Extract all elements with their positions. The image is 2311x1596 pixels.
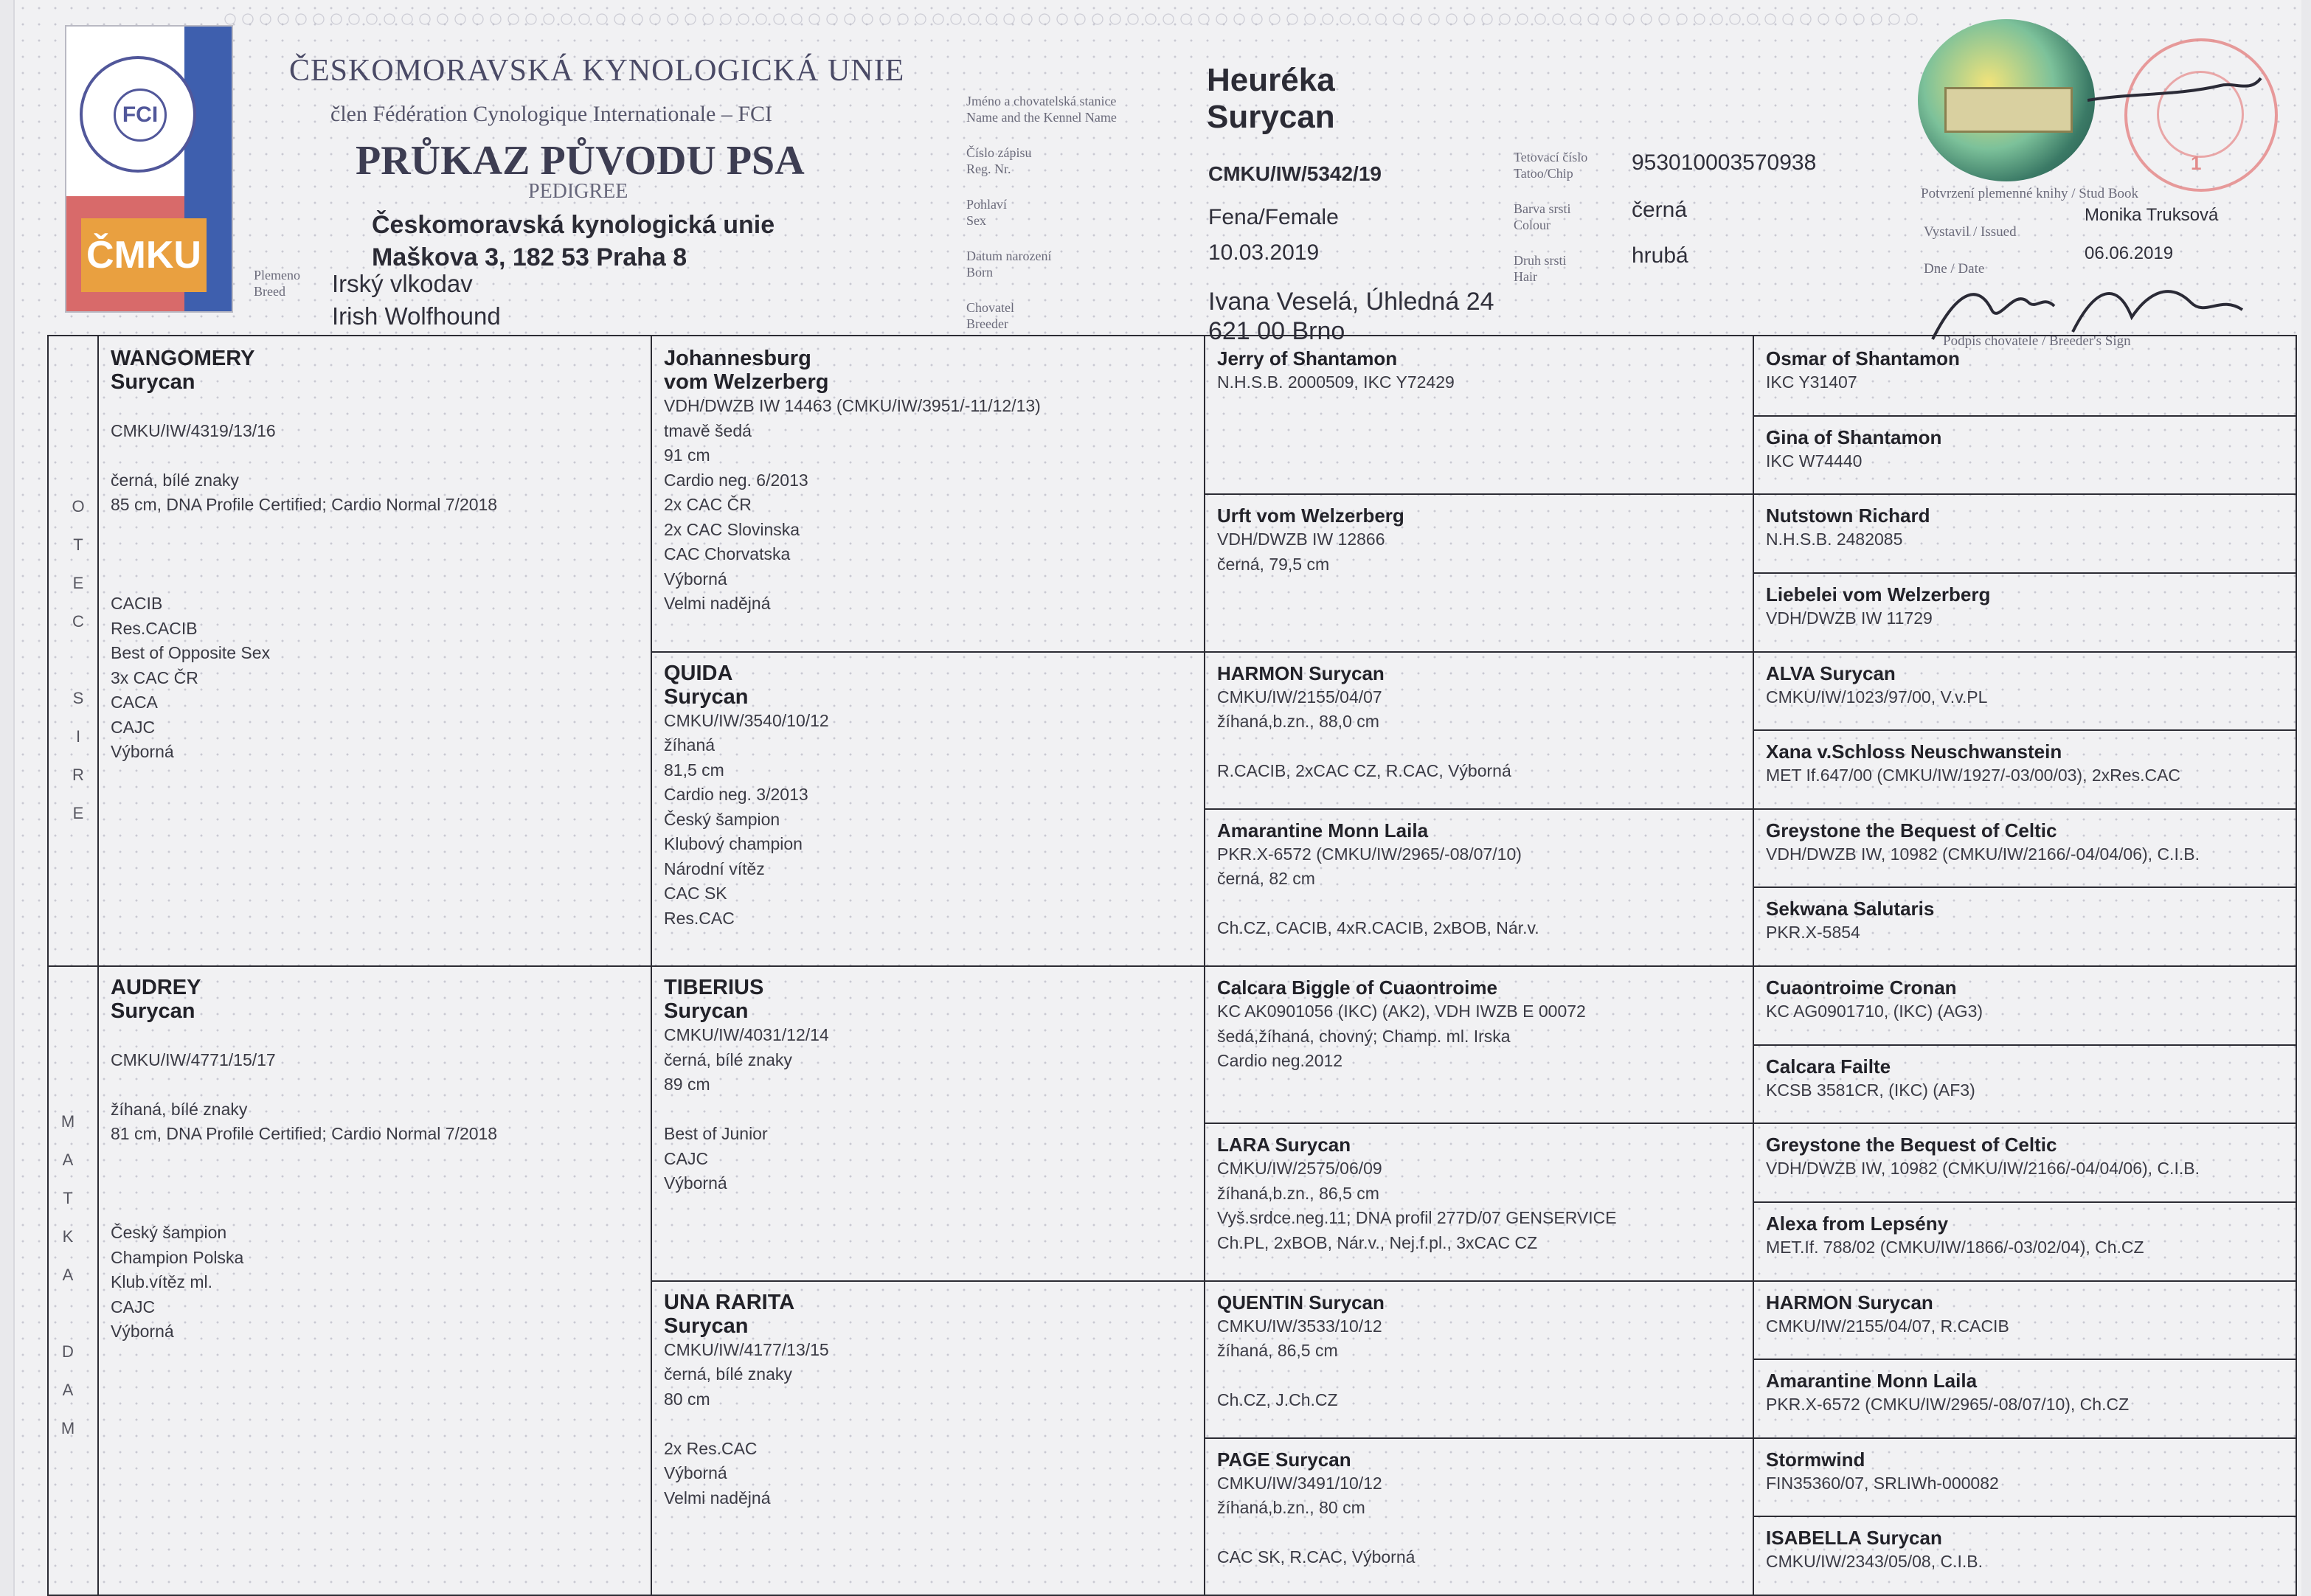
ancestor-detail — [111, 1072, 637, 1097]
ancestor-cell-g4-11 — [1759, 1207, 2290, 1277]
ancestor-detail: 2x Res.CAC — [664, 1438, 758, 1458]
side-letter: I — [75, 727, 81, 746]
stamp-number: 1 — [2191, 152, 2202, 174]
grid-line — [1753, 572, 2296, 574]
pedigree-table — [47, 335, 2297, 1596]
ancestor-detail: CACA — [111, 693, 158, 712]
ancestor-detail: PKR.X-6572 (CMKU/IW/2965/-08/07/10) — [1217, 844, 1522, 864]
ancestor-detail: žíhaná — [664, 735, 716, 754]
ancestor-name: PAGE Surycan — [1217, 1448, 1351, 1471]
ancestor-name: TIBERIUS Surycan — [664, 976, 764, 1023]
ancestor-detail: CAJC — [111, 717, 156, 737]
ancestor-name: Osmar of Shantamon — [1766, 347, 1960, 369]
ancestor-detail: Res.CAC — [664, 908, 735, 928]
grid-line — [651, 965, 2296, 967]
ancestor-detail: CMKU/IW/3540/10/12 — [664, 710, 829, 730]
side-letter: A — [62, 1151, 74, 1169]
reg-number: CMKU/IW/5342/19 — [1208, 162, 1382, 185]
ancestor-detail: IKC W74440 — [1766, 451, 1863, 471]
ancestor-detail: N.H.S.B. 2482085 — [1766, 530, 1903, 549]
ancestor-cell-g3-1 — [1210, 499, 1747, 648]
ancestor-detail — [111, 567, 637, 592]
ancestor-detail: žíhaná, bílé znaky — [111, 1099, 248, 1119]
ancestor-detail: CMKU/IW/2343/05/08, C.I.B. — [1766, 1552, 1983, 1572]
grid-line — [651, 1280, 2296, 1282]
ancestor-detail — [664, 1412, 1191, 1437]
breeder-name: Ivana Veselá, Úhledná 24 — [1208, 288, 1494, 316]
side-letter: R — [72, 766, 84, 784]
ancestor-detail — [111, 1147, 637, 1172]
grid-line — [1753, 1201, 2296, 1203]
breed-label: Plemeno Breed — [254, 268, 300, 299]
ancestor-detail: žíhaná,b.zn., 80 cm — [1217, 1498, 1365, 1518]
ancestor-detail: černá, bílé znaky — [111, 470, 239, 490]
date-label: Dne / Date — [1924, 261, 1985, 277]
ancestor-name: Sekwana Salutaris — [1766, 898, 1935, 920]
ancestor-detail: VDH/DWZB IW 11729 — [1766, 608, 1933, 628]
ancestor-detail: Velmi nadějná — [664, 1488, 771, 1507]
side-letter: K — [62, 1227, 74, 1246]
ancestor-cell-g1-0 — [103, 342, 645, 962]
ancestor-detail — [1217, 735, 1739, 760]
ancestor-name: ALVA Surycan — [1766, 662, 1896, 684]
ancestor-cell-g4-0 — [1759, 342, 2290, 412]
ancestor-detail: 91 cm — [664, 445, 710, 465]
ancestor-cell-g4-10 — [1759, 1128, 2290, 1198]
ancestor-cell-g3-5 — [1210, 1128, 1747, 1277]
ancestor-detail: žíhaná,b.zn., 88,0 cm — [1217, 712, 1379, 731]
colour-label: Barva srsti Colour — [1514, 201, 1571, 232]
issue-date: 06.06.2019 — [2085, 243, 2174, 263]
ancestor-name: ISABELLA Surycan — [1766, 1527, 1942, 1550]
ancestor-detail: Cardio neg. 6/2013 — [664, 470, 808, 490]
ancestor-detail: Výborná — [664, 1173, 727, 1193]
ancestor-name: Liebelei vom Welzerberg — [1766, 583, 1991, 606]
grid-line — [1753, 729, 2296, 731]
tattoo-label: Tetovací číslo Tatoo/Chip — [1514, 150, 1588, 181]
document-subtitle: PEDIGREE — [528, 180, 628, 203]
document-title: PRŮKAZ PŮVODU PSA — [356, 138, 805, 184]
ancestor-detail — [111, 542, 637, 567]
ancestor-cell-g3-6 — [1210, 1286, 1747, 1434]
ancestor-detail: 81 cm, DNA Profile Certified; Cardio Normal 7/2018 — [111, 1124, 498, 1143]
ancestor-detail: 2x CAC Slovinska — [664, 519, 800, 539]
ancestor-detail: 3x CAC ČR — [111, 667, 198, 687]
ancestor-detail: CMKU/IW/4771/15/17 — [111, 1049, 276, 1069]
ancestor-detail: CMKU/IW/4319/13/16 — [111, 420, 276, 440]
fci-seal-icon — [80, 56, 196, 173]
ancestor-name: Xana v.Schloss Neuschwanstein — [1766, 740, 2062, 763]
born-label: Datum narození Born — [966, 249, 1052, 280]
ancestor-detail: Cardio neg. 3/2013 — [664, 785, 808, 804]
breeder-sign-label: Podpis chovatele / Breeder's Sign — [1943, 333, 2131, 349]
ancestor-name: WANGOMERY Surycan — [111, 347, 255, 394]
org-member-line: člen Fédération Cynologique Internationale – FCI — [330, 102, 773, 126]
ancestor-detail — [111, 1196, 637, 1221]
ancestor-detail: CMKU/IW/2155/04/07 — [1217, 687, 1382, 707]
ancestor-cell-g3-2 — [1210, 657, 1747, 805]
born-value: 10.03.2019 — [1208, 240, 1320, 265]
ancestor-name: Stormwind — [1766, 1448, 1865, 1471]
sex-value: Fena/Female — [1208, 205, 1339, 229]
stamp-signature-icon — [2087, 71, 2265, 130]
breeder-label: Chovatel Breeder — [966, 300, 1014, 331]
ancestor-detail: Český šampion — [664, 809, 780, 829]
ancestor-cell-g4-8 — [1759, 971, 2290, 1041]
ancestor-detail: 2x CAC ČR — [664, 495, 752, 514]
ancestor-detail: tmavě šedá — [664, 420, 752, 440]
ancestor-detail: CMKU/IW/4031/12/14 — [664, 1025, 829, 1044]
ancestor-detail: CMKU/IW/1023/97/00, V.v.PL — [1766, 687, 1988, 707]
ancestor-cell-g4-15 — [1759, 1522, 2290, 1592]
ancestor-detail — [1217, 1364, 1739, 1389]
grid-line — [651, 651, 2296, 653]
side-letter: T — [73, 535, 83, 554]
ancestor-detail: PKR.X-5854 — [1766, 923, 1860, 943]
ancestor-detail: VDH/DWZB IW, 10982 (CMKU/IW/2166/-04/04/06), C.I.B. — [1766, 1159, 2200, 1179]
ancestor-detail: CAJC — [664, 1148, 709, 1168]
ancestor-detail: CAJC — [111, 1297, 156, 1316]
ancestor-detail — [1217, 892, 1739, 917]
ancestor-detail: Český šampion — [111, 1223, 227, 1242]
ancestor-detail: Best of Opposite Sex — [111, 643, 271, 662]
ancestor-cell-g4-3 — [1759, 578, 2290, 648]
ancestor-cell-g1-1 — [103, 971, 645, 1592]
ancestor-detail: CACIB — [111, 594, 163, 613]
dog-name: Heuréka Surycan — [1207, 62, 1335, 135]
dam-side-label — [53, 1112, 83, 1457]
ancestor-cell-g3-4 — [1210, 971, 1747, 1120]
side-letter: A — [62, 1266, 74, 1284]
ancestor-detail: CMKU/IW/3491/10/12 — [1217, 1473, 1382, 1493]
grid-line — [1753, 1359, 2296, 1360]
ancestor-name: Johannesburg vom Welzerberg — [664, 347, 829, 394]
ancestor-detail: Champion Polska — [111, 1247, 244, 1267]
ancestor-cell-g3-0 — [1210, 342, 1747, 490]
ancestor-detail: Výborná — [111, 742, 174, 761]
colour-value: černá — [1632, 198, 1688, 222]
ancestor-cell-g4-14 — [1759, 1443, 2290, 1513]
ancestor-detail: Ch.CZ, CACIB, 4xR.CACIB, 2xBOB, Nár.v. — [1217, 918, 1539, 938]
grid-line — [1204, 493, 2296, 495]
ancestor-cell-g4-7 — [1759, 892, 2290, 962]
issuer-address: Maškova 3, 182 53 Praha 8 — [372, 243, 687, 271]
ancestor-name: Greystone the Bequest of Celtic — [1766, 1134, 2057, 1156]
ancestor-detail: 81,5 cm — [664, 760, 724, 780]
ancestor-name: HARMON Surycan — [1217, 662, 1385, 684]
ancestor-detail: MET If.647/00 (CMKU/IW/1927/-03/00/03), 2xRes.CAC — [1766, 766, 2181, 785]
ancestor-name: Nutstown Richard — [1766, 504, 1930, 527]
ancestor-cell-g4-4 — [1759, 657, 2290, 727]
ancestor-cell-g2-2 — [656, 971, 1198, 1277]
issuer-name: Českomoravská kynologická unie — [372, 211, 775, 239]
ancestor-name: Alexa from Lepsény — [1766, 1212, 1949, 1235]
ancestor-detail: CAC Chorvatska — [664, 544, 791, 563]
ancestor-name: QUIDA Surycan — [664, 661, 749, 709]
ancestor-cell-g4-1 — [1759, 421, 2290, 491]
side-letter: A — [62, 1381, 74, 1399]
ancestor-name: Amarantine Monn Laila — [1217, 819, 1429, 842]
ancestor-detail: CMKU/IW/2575/06/09 — [1217, 1159, 1382, 1179]
ancestor-cell-g4-6 — [1759, 814, 2290, 884]
ancestor-name: Jerry of Shantamon — [1217, 347, 1398, 369]
ancestor-detail: Velmi nadějná — [664, 594, 771, 613]
side-letter: T — [63, 1189, 73, 1207]
ancestor-detail: Cardio neg.2012 — [1217, 1051, 1343, 1070]
ancestor-detail: Výborná — [111, 1322, 174, 1341]
ancestor-name: LARA Surycan — [1217, 1134, 1351, 1156]
ancestor-cell-g2-1 — [656, 657, 1198, 963]
grid-line — [1753, 1516, 2296, 1517]
ancestor-detail: Best of Junior — [664, 1124, 768, 1143]
ancestor-detail — [111, 1023, 637, 1048]
side-letter: E — [72, 804, 84, 822]
breed-value-cz: Irský vlkodav — [332, 270, 473, 297]
grid-line — [1753, 415, 2296, 417]
ancestor-detail: IKC Y31407 — [1766, 372, 1857, 392]
ancestor-name: Amarantine Monn Laila — [1766, 1370, 1978, 1392]
ancestor-detail — [111, 1171, 637, 1196]
ancestor-cell-g2-3 — [656, 1286, 1198, 1592]
ancestor-detail: N.H.S.B. 2000509, IKC Y72429 — [1217, 372, 1455, 392]
ancestor-cell-g4-2 — [1759, 499, 2290, 569]
ancestor-cell-g4-5 — [1759, 735, 2290, 805]
ancestor-detail: černá, bílé znaky — [664, 1364, 792, 1384]
grid-line — [1204, 1437, 2296, 1439]
ancestor-detail: žíhaná,b.zn., 86,5 cm — [1217, 1183, 1379, 1203]
name-label: Jméno a chovatelská stanice Name and the Kennel Name — [966, 94, 1117, 125]
grid-line — [1753, 1044, 2296, 1046]
fci-logo-text: FCI — [114, 89, 167, 142]
ancestor-name: Calcara Failte — [1766, 1055, 1891, 1078]
cmku-logo-icon: ČMKU — [81, 218, 207, 292]
ancestor-name: AUDREY Surycan — [111, 976, 201, 1023]
ancestor-detail: VDH/DWZB IW, 10982 (CMKU/IW/2166/-04/04/06), C.I.B. — [1766, 844, 2200, 864]
grid-line — [1204, 808, 2296, 810]
ancestor-detail: 89 cm — [664, 1075, 710, 1094]
decorative-border — [221, 10, 1918, 28]
ancestor-detail: R.CACIB, 2xCAC CZ, R.CAC, Výborná — [1217, 761, 1511, 780]
ancestor-detail: VDH/DWZB IW 12866 — [1217, 530, 1385, 549]
ancestor-cell-g4-12 — [1759, 1286, 2290, 1356]
ancestor-detail: 85 cm, DNA Profile Certified; Cardio Normal 7/2018 — [111, 495, 498, 514]
breed-value-en: Irish Wolfhound — [332, 302, 501, 330]
ancestor-detail: CMKU/IW/4177/13/15 — [664, 1339, 829, 1359]
ancestor-detail: žíhaná, 86,5 cm — [1217, 1341, 1338, 1360]
ancestor-detail: černá, bílé znaky — [664, 1049, 792, 1069]
ancestor-detail: CMKU/IW/3533/10/12 — [1217, 1316, 1382, 1336]
ancestor-detail: CAC SK, R.CAC, Výborná — [1217, 1547, 1416, 1567]
ancestor-detail: černá, 79,5 cm — [1217, 554, 1330, 574]
ancestor-detail — [1217, 1521, 1739, 1546]
ancestor-cell-g3-3 — [1210, 814, 1747, 962]
sire-side-label — [63, 497, 93, 842]
ancestor-detail: VDH/DWZB IW 14463 (CMKU/IW/3951/-11/12/13) — [664, 396, 1041, 415]
studbook-label: Potvrzení plemenné knihy / Stud Book — [1921, 186, 2139, 201]
ancestor-detail: černá, 82 cm — [1217, 869, 1315, 889]
ancestor-detail — [111, 443, 637, 468]
ancestor-detail: MET.If. 788/02 (CMKU/IW/1866/-03/02/04), Ch.CZ — [1766, 1237, 2144, 1257]
ancestor-detail: KC AG0901710, (IKC) (AG3) — [1766, 1002, 1983, 1021]
sex-label: Pohlaví Sex — [966, 197, 1008, 228]
ancestor-name: QUENTIN Surycan — [1217, 1291, 1385, 1314]
ancestor-detail: 80 cm — [664, 1389, 710, 1409]
reg-label: Číslo zápisu Reg. Nr. — [966, 145, 1032, 176]
ancestor-detail: Ch.CZ, J.Ch.CZ — [1217, 1390, 1338, 1409]
ancestor-detail: Res.CACIB — [111, 618, 198, 638]
ancestor-name: Gina of Shantamon — [1766, 426, 1942, 448]
ancestor-detail — [111, 394, 637, 419]
side-letter: E — [72, 574, 84, 592]
ancestor-detail: Klub.vítěz ml. — [111, 1272, 213, 1291]
grid-line — [1753, 887, 2296, 888]
ancestor-cell-g4-13 — [1759, 1364, 2290, 1434]
ancestor-name: Cuaontroime Cronan — [1766, 976, 1957, 999]
ancestor-detail: PKR.X-6572 (CMKU/IW/2965/-08/07/10), Ch.CZ — [1766, 1395, 2130, 1415]
ancestor-detail: Vyš.srdce.neg.11; DNA profil 277D/07 GENSERVICE — [1217, 1208, 1617, 1228]
fci-cmku-logo — [65, 25, 233, 313]
ancestor-detail: Ch.PL, 2xBOB, Nár.v., Nej.f.pl., 3xCAC CZ — [1217, 1232, 1538, 1252]
hair-value: hrubá — [1632, 243, 1688, 268]
ancestor-detail: Národní vítěz — [664, 858, 765, 878]
ancestor-detail: CMKU/IW/2155/04/07, R.CACIB — [1766, 1316, 2009, 1336]
grid-line — [1204, 1123, 2296, 1124]
side-letter: M — [60, 1112, 75, 1131]
issued-by: Monika Truksová — [2085, 205, 2219, 225]
issued-label: Vystavil / Issued — [1924, 224, 2017, 240]
ancestor-detail: KC AK0901056 (IKC) (AK2), VDH IWZB E 00072 — [1217, 1002, 1586, 1021]
ancestor-detail — [111, 518, 637, 543]
ancestor-name: Calcara Biggle of Cuaontroime — [1217, 976, 1497, 999]
side-letter — [63, 650, 93, 689]
ancestor-detail: Výborná — [664, 569, 727, 589]
ancestor-name: Greystone the Bequest of Celtic — [1766, 819, 2057, 842]
ancestor-name: Urft vom Welzerberg — [1217, 504, 1404, 527]
breeder-city: 621 00 Brno — [1208, 317, 1345, 345]
org-title: ČESKOMORAVSKÁ KYNOLOGICKÁ UNIE — [289, 54, 905, 88]
ancestor-detail: Klubový champion — [664, 834, 803, 853]
ancestor-name: HARMON Surycan — [1766, 1291, 1933, 1314]
side-letter: O — [72, 497, 85, 516]
ancestor-name: UNA RARITA Surycan — [664, 1290, 795, 1338]
ancestor-detail: FIN35360/07, SRLIWh-000082 — [1766, 1473, 1999, 1493]
tattoo-value: 953010003570938 — [1632, 150, 1817, 175]
side-letter: C — [72, 612, 84, 631]
ancestor-detail: Výborná — [664, 1463, 727, 1482]
side-letter: D — [62, 1342, 74, 1361]
ancestor-cell-g2-0 — [656, 342, 1198, 648]
hologram-seal-icon — [1918, 19, 2095, 181]
ancestor-detail: CAC SK — [664, 884, 727, 903]
ancestor-cell-g4-9 — [1759, 1050, 2290, 1120]
side-letter: M — [60, 1419, 75, 1437]
ancestor-cell-g3-7 — [1210, 1443, 1747, 1592]
ancestor-detail: šedá,žíhaná, chovný; Champ. ml. Irska — [1217, 1026, 1511, 1046]
side-letter — [53, 1304, 83, 1342]
hair-label: Druh srsti Hair — [1514, 253, 1567, 284]
ancestor-detail: KCSB 3581CR, (IKC) (AF3) — [1766, 1080, 1975, 1100]
ancestor-detail — [664, 1097, 1191, 1123]
side-letter: S — [72, 689, 84, 707]
